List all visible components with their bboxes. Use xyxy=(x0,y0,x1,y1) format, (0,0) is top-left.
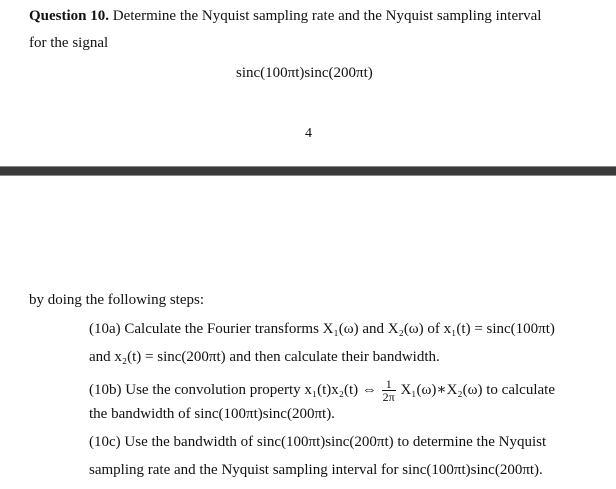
step-c-line1: (10c) Use the bandwidth of sinc(100πt)sinc(200πt) to determine the Nyquist xyxy=(89,434,547,450)
page-divider xyxy=(0,166,616,176)
step-b-line1 xyxy=(89,378,555,403)
signal-formula: sinc(100πt)sinc(200πt) xyxy=(236,65,373,81)
step-b-prefix: (10b) Use the convolution property x₁(t)x₂(t) ⇔ xyxy=(89,381,377,398)
page-bottom xyxy=(0,176,616,489)
page-number: 4 xyxy=(305,126,312,141)
fraction xyxy=(382,378,396,403)
step-b-line2: the bandwidth of sinc(100πt)sinc(200πt). xyxy=(89,406,335,422)
question-text-line2: for the signal xyxy=(29,35,109,51)
step-a-line1: (10a) Calculate the Fourier transforms X₁(ω) and X₂(ω) of x₁(t) = sinc(100πt) xyxy=(89,321,555,337)
step-c-line2: sampling rate and the Nyquist sampling interval for sinc(100πt)sinc(200πt). xyxy=(89,462,543,478)
page-top xyxy=(0,0,616,166)
question-label: Question 10. xyxy=(29,8,110,24)
step-a-line2: and x₂(t) = sinc(200πt) and then calculate their bandwidth. xyxy=(89,349,440,365)
steps-intro: by doing the following steps: xyxy=(29,292,204,308)
step-b-suffix: X₁(ω)∗X₂(ω) to calculate xyxy=(400,381,555,398)
question-text-line1: Determine the Nyquist sampling rate and the Nyquist sampling interval xyxy=(112,8,542,24)
question-heading xyxy=(29,7,541,25)
fraction-numerator: 1 xyxy=(382,378,396,391)
fraction-denominator: 2π xyxy=(382,390,395,404)
